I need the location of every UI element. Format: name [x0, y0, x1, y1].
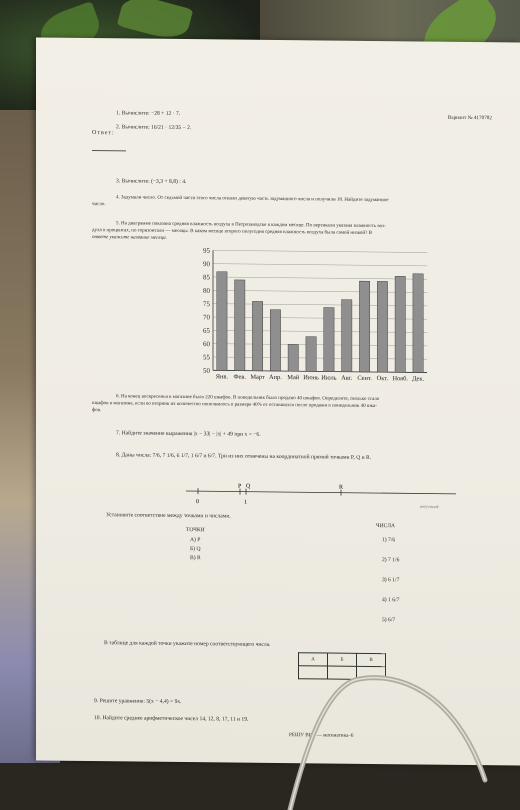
- x-tick-label: Окт.: [376, 375, 389, 383]
- table-header-b: Б: [328, 653, 357, 666]
- x-tick-label: Янв.: [215, 373, 229, 381]
- x-tick-label: Нояб.: [392, 375, 408, 383]
- answer-line: [92, 150, 126, 151]
- y-tick-label: 70: [203, 313, 210, 322]
- y-tick-label: 90: [203, 260, 210, 269]
- y-tick-label: 60: [203, 340, 210, 349]
- task-8: 8. Даны числа: 7/6, 7 1/6, 6 1/7, 1 6/7 и 6/7. Три из них отмечены на координатной прямой точками P, Q и R.: [116, 452, 372, 461]
- numbers-heading: ЧИСЛА: [376, 523, 396, 530]
- x-tick-label: Июль: [321, 374, 337, 382]
- option-number-2: 2) 7 1/6: [382, 557, 400, 564]
- metal-wire-handle: [285, 630, 495, 810]
- y-tick-label: 55: [203, 353, 210, 362]
- x-tick-label: Март: [250, 373, 265, 381]
- bar-8: [359, 281, 369, 372]
- task-1: 1. Вычислите: −28 + 12 · 7.: [116, 110, 181, 117]
- option-number-1: 1) 7/6: [382, 537, 396, 544]
- point-q-label: Q: [246, 483, 251, 490]
- number-line-caption: решуупр.рф: [420, 504, 439, 509]
- zero-label: 0: [196, 499, 199, 506]
- option-number-4: 4) 1 6/7: [382, 597, 400, 604]
- x-tick-label: Авг.: [341, 374, 353, 382]
- bar-9: [377, 281, 387, 372]
- option-number-3: 3) 6 1/7: [382, 577, 400, 584]
- points-heading: ТОЧКИ: [186, 527, 205, 534]
- humidity-bar-chart: [171, 246, 431, 389]
- humidity-chart: [171, 246, 431, 389]
- table-header-a: А: [299, 653, 328, 666]
- option-number-5: 5) 6/7: [382, 617, 396, 624]
- bar-4: [288, 344, 298, 371]
- option-point-q: Б) Q: [190, 546, 201, 553]
- point-p-label: P: [238, 483, 242, 490]
- task-6-line-3: фов.: [92, 408, 102, 414]
- bar-7: [342, 300, 352, 372]
- bar-6: [324, 307, 334, 371]
- page-footer: РЕШУ ВПР — математика–6: [289, 732, 354, 739]
- task-5-line-3: ответе укажите название месяца.: [92, 235, 167, 241]
- x-tick-label: Июнь: [303, 374, 319, 382]
- option-point-p: А) P: [190, 537, 201, 544]
- bar-3: [270, 310, 280, 371]
- y-tick-label: 75: [203, 300, 210, 309]
- task-9: 9. Решите уравнение: 5(x − 4,4) = 9x.: [94, 698, 182, 705]
- y-tick-label: 65: [203, 326, 210, 335]
- table-intro: В таблице для каждой точки укажите номер соответствующего числа.: [104, 640, 271, 648]
- bar-1: [235, 280, 245, 371]
- bar-2: [252, 301, 262, 370]
- task-4-line-2: число.: [92, 202, 106, 208]
- table-header-c: В: [357, 653, 386, 666]
- task-7: 7. Найдите значение выражения |x − 33| − |x| + 49 при x = −6.: [116, 430, 261, 438]
- variant-number: Вариант № 4170782: [447, 114, 492, 122]
- number-line: [186, 479, 461, 512]
- bar-11: [413, 274, 423, 373]
- answer-label: Ответ:: [92, 130, 115, 137]
- gridline: [213, 250, 427, 252]
- gridline: [213, 264, 427, 266]
- one-label: 1: [244, 499, 247, 506]
- task-5-line-1: 5. На диаграмме показана средняя влажность воздуха в Петрозаводске в каждом месяце. По вертикали указана влажность воз-: [116, 221, 386, 230]
- task-2: 2. Вычислите: 16/21 · 12/35 − 2.: [116, 124, 192, 132]
- x-tick-label: Апр.: [269, 373, 282, 382]
- y-tick-label: 85: [203, 273, 210, 282]
- y-tick-label: 95: [203, 246, 210, 255]
- bar-10: [395, 276, 405, 372]
- matching-intro: Установите соответствие между точками и числами.: [106, 512, 231, 520]
- x-tick-label: Фев.: [233, 373, 247, 381]
- x-tick-label: Дек.: [412, 375, 425, 383]
- number-line-svg: [186, 479, 461, 512]
- x-tick-label: Сент.: [357, 374, 372, 382]
- point-r-label: R: [339, 484, 344, 491]
- option-point-r: В) R: [190, 555, 201, 562]
- task-6-line-1: 6. На конец воскресенья в магазине было 220 шкафов. В понедельник было продано 40 шкафов. Определите, сколько стало: [116, 394, 380, 403]
- bar-5: [306, 337, 316, 372]
- task-3: 3. Вычислите: (−3,3 + 8,8) : 4.: [116, 178, 187, 186]
- y-tick-label: 80: [203, 286, 210, 295]
- task-10: 10. Найдите среднее арифметическое чисел 14, 12, 8, 17, 11 и 19.: [94, 715, 249, 723]
- bar-0: [217, 272, 227, 371]
- y-tick-label: 50: [203, 366, 210, 375]
- task-4-line-1: 4. Задумали число. От седьмой части этого числа отняли девятую часть задуманного числа и получили 18. Найдите задуманное: [116, 195, 389, 204]
- x-tick-label: Май: [287, 374, 300, 382]
- task-5-line-2: духа в процентах, по горизонтали — месяцы. В каком месяце второго полугодия средняя влажность воздуха была самой низкой? В: [92, 228, 372, 236]
- task-6-line-2: шкафов в магазине, если во вторник их количество пополнилось в размере 40% от оставшихся после продажи в понедельник 40 шка-: [92, 401, 377, 410]
